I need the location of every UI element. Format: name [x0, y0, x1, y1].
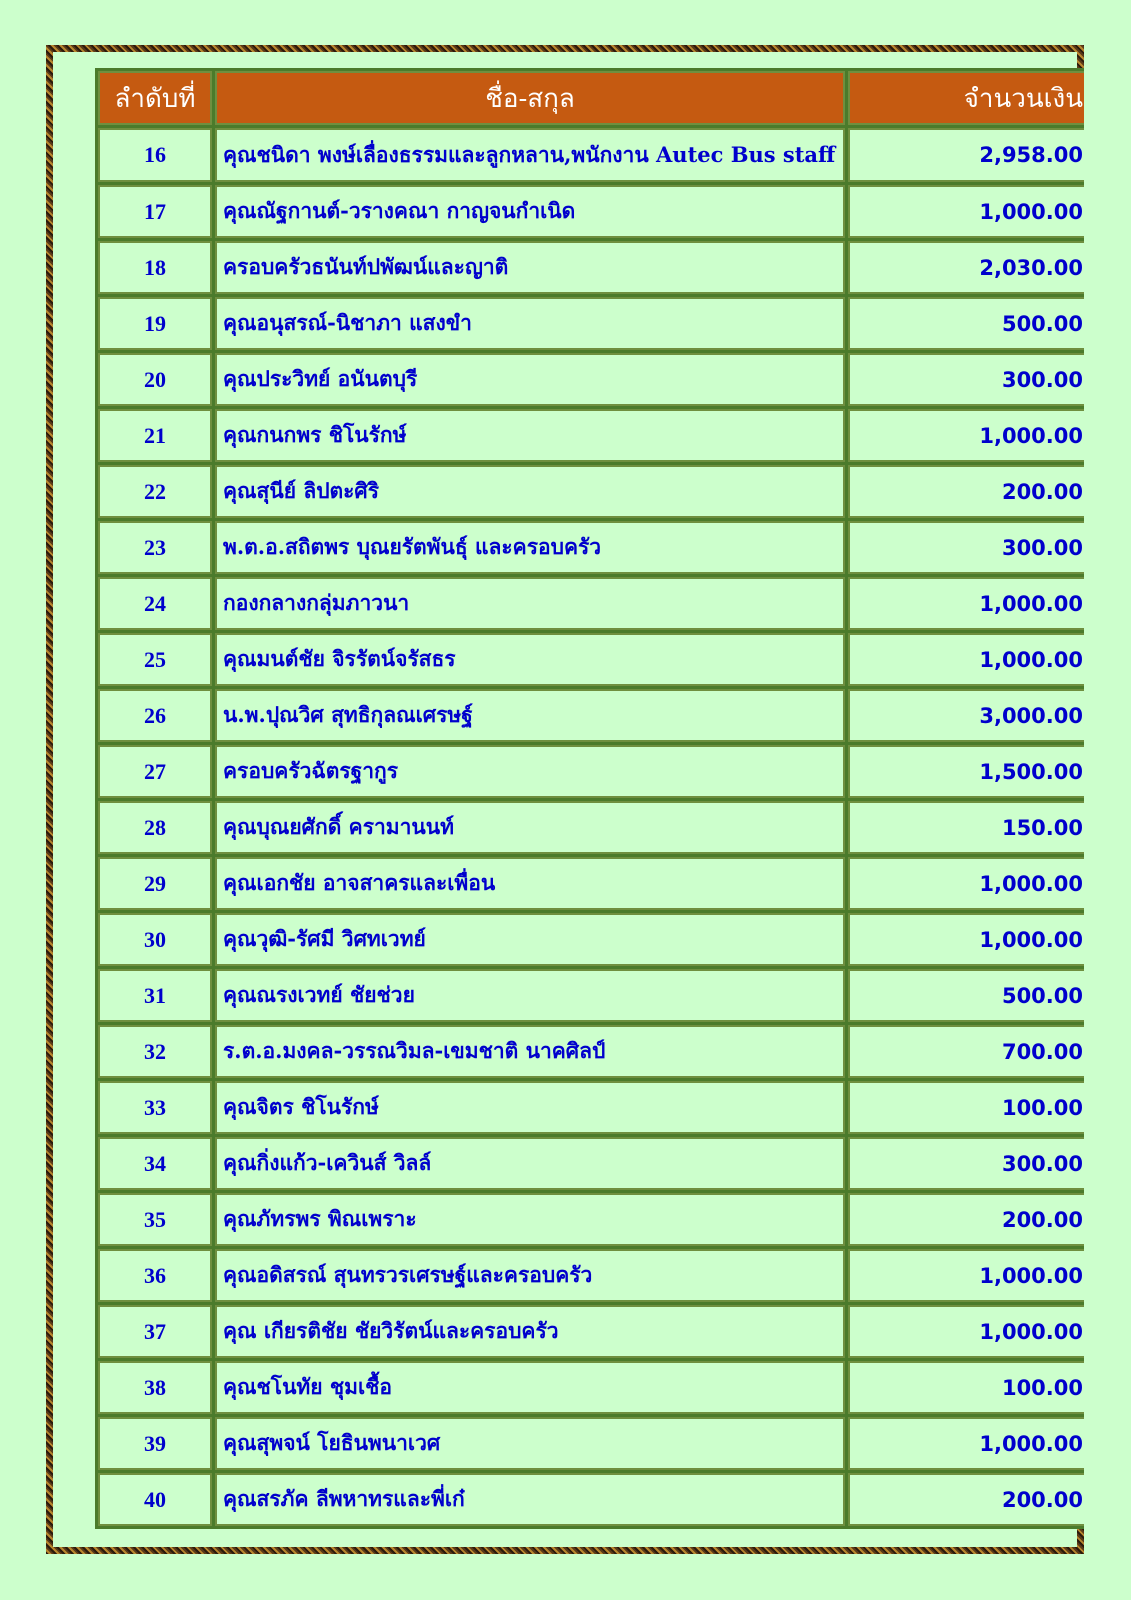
row-name: ครอบครัวธนันท์ปพัฒน์และญาติ — [215, 241, 845, 294]
row-name: คุณกิ่งแก้ว-เควินส์ วิลล์ — [215, 1137, 845, 1190]
table-row — [98, 913, 1084, 966]
row-amount: 2,030.00 — [848, 241, 1084, 294]
row-amount: 200.00 — [848, 1193, 1084, 1246]
table-body — [98, 128, 1084, 1526]
row-name: คุณอนุสรณ์-นิชาภา แสงขำ — [215, 297, 845, 350]
row-amount: 2,958.00 — [848, 128, 1084, 182]
row-name: คุณกนกพร ชิโนรักษ์ — [215, 409, 845, 462]
table-row — [98, 689, 1084, 742]
row-number: 34 — [98, 1137, 212, 1190]
header-number: ลำดับที่ — [98, 71, 212, 125]
row-number: 35 — [98, 1193, 212, 1246]
row-number: 40 — [98, 1473, 212, 1526]
table-row — [98, 465, 1084, 518]
row-amount: 150.00 — [848, 801, 1084, 854]
row-number: 32 — [98, 1025, 212, 1078]
table-row — [98, 1025, 1084, 1078]
row-name: คุณจิตร ชิโนรักษ์ — [215, 1081, 845, 1134]
table-header-row — [98, 71, 1084, 125]
row-number: 17 — [98, 185, 212, 238]
table-row — [98, 1193, 1084, 1246]
row-name: คุณเอกชัย อาจสาครและเพื่อน — [215, 857, 845, 910]
table-row — [98, 577, 1084, 630]
row-amount: 1,000.00 — [848, 913, 1084, 966]
table-row — [98, 1417, 1084, 1470]
row-amount: 1,000.00 — [848, 1305, 1084, 1358]
table-row — [98, 1305, 1084, 1358]
header-amount: จำนวนเงิน — [848, 71, 1084, 125]
table-row — [98, 297, 1084, 350]
row-number: 21 — [98, 409, 212, 462]
row-name: คุณวุฒิ-รัศมี วิศทเวทย์ — [215, 913, 845, 966]
row-amount: 1,000.00 — [848, 577, 1084, 630]
row-name: น.พ.ปุณวิศ สุทธิกุลณเศรษฐ์ — [215, 689, 845, 742]
table-row — [98, 185, 1084, 238]
row-amount: 1,000.00 — [848, 185, 1084, 238]
row-number: 27 — [98, 745, 212, 798]
row-amount: 100.00 — [848, 1361, 1084, 1414]
row-number: 33 — [98, 1081, 212, 1134]
row-number: 18 — [98, 241, 212, 294]
row-name: กองกลางกลุ่มภาวนา — [215, 577, 845, 630]
table-row — [98, 241, 1084, 294]
row-number: 28 — [98, 801, 212, 854]
table-row — [98, 969, 1084, 1022]
table-row — [98, 521, 1084, 574]
row-amount: 1,000.00 — [848, 409, 1084, 462]
row-number: 29 — [98, 857, 212, 910]
row-number: 20 — [98, 353, 212, 406]
row-number: 38 — [98, 1361, 212, 1414]
row-name: คุณสุพจน์ โยธินพนาเวศ — [215, 1417, 845, 1470]
row-number: 36 — [98, 1249, 212, 1302]
donor-table — [95, 68, 1084, 1529]
table-row — [98, 1249, 1084, 1302]
table-row — [98, 745, 1084, 798]
row-number: 23 — [98, 521, 212, 574]
row-amount: 500.00 — [848, 969, 1084, 1022]
header-name: ชื่อ-สกุล — [215, 71, 845, 125]
table-row — [98, 128, 1084, 182]
row-number: 31 — [98, 969, 212, 1022]
row-amount: 1,500.00 — [848, 745, 1084, 798]
table-row — [98, 353, 1084, 406]
table-row — [98, 801, 1084, 854]
row-amount: 700.00 — [848, 1025, 1084, 1078]
row-amount: 200.00 — [848, 1473, 1084, 1526]
row-name: ร.ต.อ.มงคล-วรรณวิมล-เขมชาติ นาคศิลป์ — [215, 1025, 845, 1078]
row-name: คุณประวิทย์ อนันตบุรี — [215, 353, 845, 406]
row-name: คุณ เกียรติชัย ชัยวิรัตน์และครอบครัว — [215, 1305, 845, 1358]
row-number: 22 — [98, 465, 212, 518]
row-amount: 1,000.00 — [848, 1249, 1084, 1302]
row-amount: 1,000.00 — [848, 1417, 1084, 1470]
row-name: คุณบุณยศักดิ์ ครามานนท์ — [215, 801, 845, 854]
row-name: ครอบครัวฉัตรฐากูร — [215, 745, 845, 798]
row-name: คุณภัทรพร พิณเพราะ — [215, 1193, 845, 1246]
row-number: 39 — [98, 1417, 212, 1470]
row-name: คุณอดิสรณ์ สุนทรวรเศรษฐ์และครอบครัว — [215, 1249, 845, 1302]
row-number: 24 — [98, 577, 212, 630]
row-amount: 3,000.00 — [848, 689, 1084, 742]
row-amount: 100.00 — [848, 1081, 1084, 1134]
row-number: 26 — [98, 689, 212, 742]
row-number: 37 — [98, 1305, 212, 1358]
row-amount: 300.00 — [848, 353, 1084, 406]
row-name: คุณมนต์ชัย จิรรัตน์จรัสธร — [215, 633, 845, 686]
table-row — [98, 1081, 1084, 1134]
table-row — [98, 633, 1084, 686]
row-amount: 300.00 — [848, 1137, 1084, 1190]
row-name: คุณณรงเวทย์ ชัยช่วย — [215, 969, 845, 1022]
row-amount: 500.00 — [848, 297, 1084, 350]
donor-table-container — [95, 68, 1084, 1554]
row-name: คุณสุนีย์ ลิปตะศิริ — [215, 465, 845, 518]
row-name: คุณชโนทัย ชุมเชื้อ — [215, 1361, 845, 1414]
table-row — [98, 1361, 1084, 1414]
row-number: 25 — [98, 633, 212, 686]
row-amount: 1,000.00 — [848, 633, 1084, 686]
row-name: คุณชนิดา พงษ์เลื่องธรรมและลูกหลาน,พนักงาน Autec Bus staff — [215, 128, 845, 182]
row-number: 30 — [98, 913, 212, 966]
table-row — [98, 1473, 1084, 1526]
row-amount: 300.00 — [848, 521, 1084, 574]
row-number: 19 — [98, 297, 212, 350]
row-amount: 200.00 — [848, 465, 1084, 518]
table-row — [98, 857, 1084, 910]
table-row — [98, 409, 1084, 462]
row-amount: 1,000.00 — [848, 857, 1084, 910]
row-number: 16 — [98, 128, 212, 182]
row-name: คุณณัฐกานต์-วรางคณา กาญจนกำเนิด — [215, 185, 845, 238]
row-name: คุณสรภัค ลีพหาทรและพี่เก๋ — [215, 1473, 845, 1526]
row-name: พ.ต.อ.สถิตพร บุณยรัตพันธุ์ และครอบครัว — [215, 521, 845, 574]
table-row — [98, 1137, 1084, 1190]
